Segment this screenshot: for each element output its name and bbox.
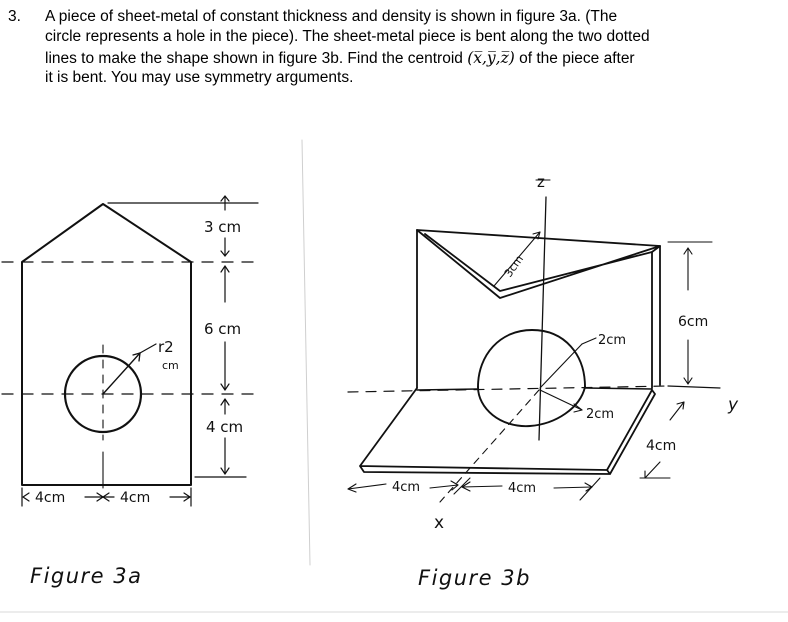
width-dim-right-label: 4cm [508,481,537,496]
problem-line-4: it is bent. You may use symmetry arguments. [45,69,354,87]
z-axis-label: z [537,173,545,191]
hole-lower-arc [478,387,585,426]
y-axis [668,386,720,388]
problem-number: 3. [8,8,21,25]
centroid-notation: (x̅,y̅,z̅) [467,48,515,67]
problem-line-3-pre: lines to make the shape shown in figure 3b. Find the centroid [45,49,468,67]
radius-lower-label: 2cm [586,407,615,422]
width-dim-left-label: 4cm [392,480,421,495]
figure-3a-caption: Figure 3a [30,564,143,588]
problem-line-3-post: of the piece after [514,49,635,67]
dim-6cm-label: 6 cm [204,320,242,338]
dim-3cm-label: 3 cm [204,218,242,236]
floor-back-edge-right [585,388,652,389]
floor-panel [360,388,655,474]
radius-upper-leader [582,338,596,344]
depth-dim-upper [670,402,684,420]
width-dim-right-line [554,487,592,488]
radius-upper-label: 2cm [598,333,627,348]
radius-upper-dim [540,344,582,388]
problem-line-2: circle represents a hole in the piece). The sheet-metal piece is bent along the two dotted [45,28,650,46]
width-dim-mid-a [430,485,458,488]
height-dim-label: 6cm [678,314,709,330]
problem-line-1: A piece of sheet-metal of constant thickness and density is shown in figure 3a. (The [45,8,618,25]
radius-lower-dim [540,390,582,410]
roof-panel [417,230,660,298]
figure-3b-caption: Figure 3b [418,566,531,590]
dim-right-width-label: 4cm [120,490,151,506]
dim-left-width-label: 4cm [35,490,66,506]
depth-dim-lower [645,462,660,478]
radius-leader [140,344,156,353]
hole-upper-arc [478,330,585,387]
x-axis-label: x [434,513,445,533]
depth-dim-label: 4cm [646,438,677,454]
width-dim-mid-b [462,486,502,487]
dim-width-arrow-left [23,493,29,501]
radius-label-1: r2 [158,338,174,356]
figure-separator [302,140,310,565]
back-wall-outline [417,230,660,388]
figure-3a [2,196,258,588]
width-dim-left-line [348,484,386,489]
dim-4cm-label: 4 cm [206,418,244,436]
slant-dim-label: 3cm [501,252,527,280]
figure-3b [348,173,739,590]
radius-label-2: cm [162,359,179,372]
y-axis-label: y [728,395,739,415]
width-dim-right-tick [580,478,600,500]
floor-back-edge [417,389,478,390]
